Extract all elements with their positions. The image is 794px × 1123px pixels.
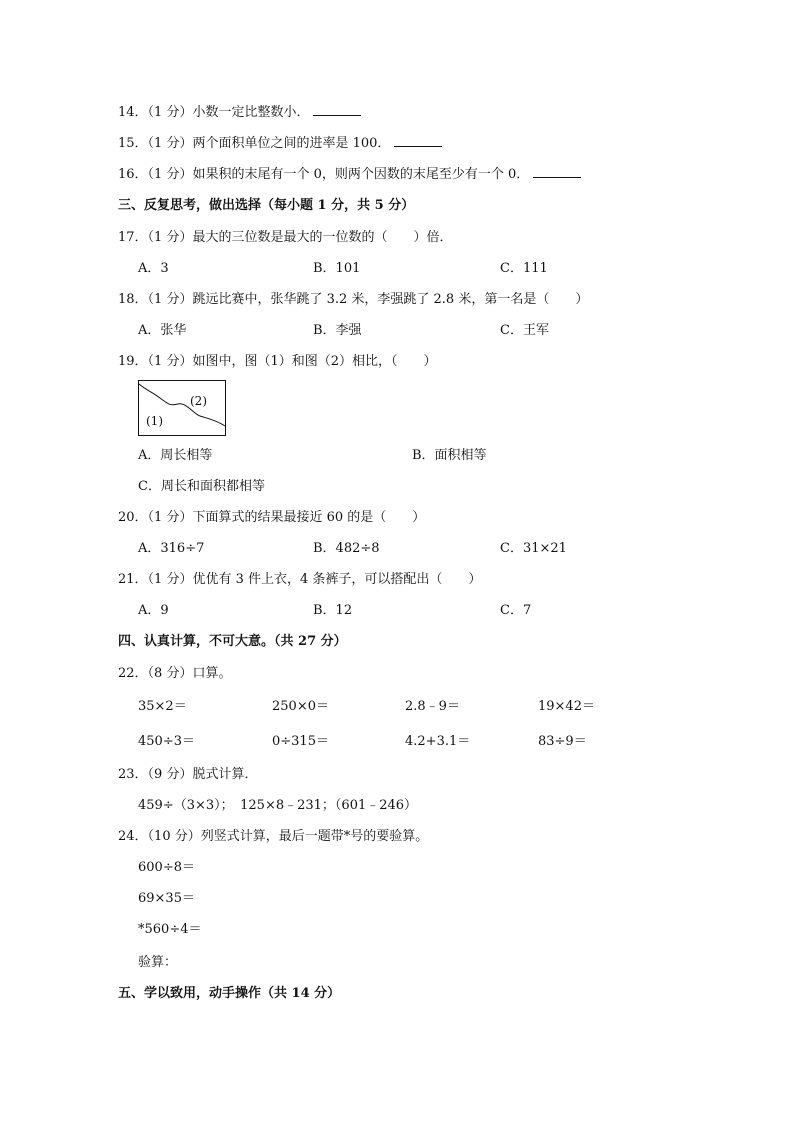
q22-item: 19×42＝ xyxy=(538,699,595,714)
q20-option-c[interactable]: C．31×21 xyxy=(500,541,567,556)
q16-line xyxy=(118,167,581,183)
q24-verification-label: 验算： xyxy=(138,955,178,970)
q19-figure xyxy=(138,380,226,436)
q17-text: 17．（1 分）最大的三位数是最大的一位数的（ ）倍． xyxy=(118,230,453,245)
q18-option-c[interactable]: C．王军 xyxy=(500,323,549,338)
q18-text: 18．（1 分）跳远比赛中，张华跳了 3.2 米，李强跳了 2.8 米，第一名是（ ） xyxy=(118,292,589,307)
q24-item: 600÷8＝ xyxy=(138,860,195,875)
q17-option-a[interactable]: A．3 xyxy=(138,261,169,276)
q19-option-a[interactable]: A．周长相等 xyxy=(138,448,213,463)
q17-option-c[interactable]: C．111 xyxy=(500,261,548,276)
q22-text: 22．（8 分）口算。 xyxy=(118,666,232,681)
answer-blank[interactable] xyxy=(313,114,361,116)
q19-option-c[interactable]: C．周长和面积都相等 xyxy=(138,479,265,494)
q23-text: 23．（9 分）脱式计算． xyxy=(118,767,258,782)
q22-item: 0÷315＝ xyxy=(272,734,329,749)
q15-line xyxy=(118,136,442,152)
q20-option-b[interactable]: B．482÷8 xyxy=(313,541,380,556)
q16-text: 16．（1 分）如果积的末尾有一个 0，则两个因数的末尾至少有一个 0． xyxy=(118,167,530,182)
q15-text: 15．（1 分）两个面积单位之间的进率是 100． xyxy=(118,136,391,151)
q22-item: 2.8﹣9＝ xyxy=(405,699,460,714)
q24-text: 24．（10 分）列竖式计算，最后一题带*号的要验算。 xyxy=(118,829,429,844)
q19-text: 19．（1 分）如图中，图（1）和图（2）相比，（ ） xyxy=(118,354,437,369)
section5-heading: 五、学以致用，动手操作（共 14 分） xyxy=(118,986,341,1001)
q24-item: 69×35＝ xyxy=(138,891,195,906)
q21-option-a[interactable]: A．9 xyxy=(138,603,169,618)
q20-option-a[interactable]: A．316÷7 xyxy=(138,541,205,556)
q22-item: 450÷3＝ xyxy=(138,734,195,749)
q21-option-b[interactable]: B．12 xyxy=(313,603,353,618)
q21-text: 21．（1 分）优优有 3 件上衣，4 条裤子，可以搭配出（ ） xyxy=(118,572,482,587)
q23-expression: 459÷（3×3）； 125×8﹣231；（601﹣246） xyxy=(138,798,418,813)
section4-heading: 四、认真计算，不可大意。（共 27 分） xyxy=(118,634,347,649)
answer-blank[interactable] xyxy=(533,176,581,178)
q19-option-b[interactable]: B．面积相等 xyxy=(412,448,487,463)
figure-label-1: (1) xyxy=(146,414,163,428)
q22-item: 83÷9＝ xyxy=(538,734,587,749)
q14-line xyxy=(118,105,361,121)
q22-item: 250×0＝ xyxy=(272,699,329,714)
answer-blank[interactable] xyxy=(394,145,442,147)
q21-option-c[interactable]: C．7 xyxy=(500,603,532,618)
q22-item: 4.2+3.1＝ xyxy=(405,734,471,749)
q18-option-a[interactable]: A．张华 xyxy=(138,323,187,338)
q20-text: 20．（1 分）下面算式的结果最接近 60 的是（ ） xyxy=(118,510,426,525)
figure-label-2: (2) xyxy=(190,394,207,408)
q24-item: *560÷4＝ xyxy=(138,922,202,937)
q14-text: 14．（1 分）小数一定比整数小． xyxy=(118,105,310,120)
q22-item: 35×2＝ xyxy=(138,699,187,714)
q17-option-b[interactable]: B．101 xyxy=(313,261,361,276)
q18-option-b[interactable]: B．李强 xyxy=(313,323,362,338)
section3-heading: 三、反复思考，做出选择（每小题 1 分，共 5 分） xyxy=(118,198,415,213)
